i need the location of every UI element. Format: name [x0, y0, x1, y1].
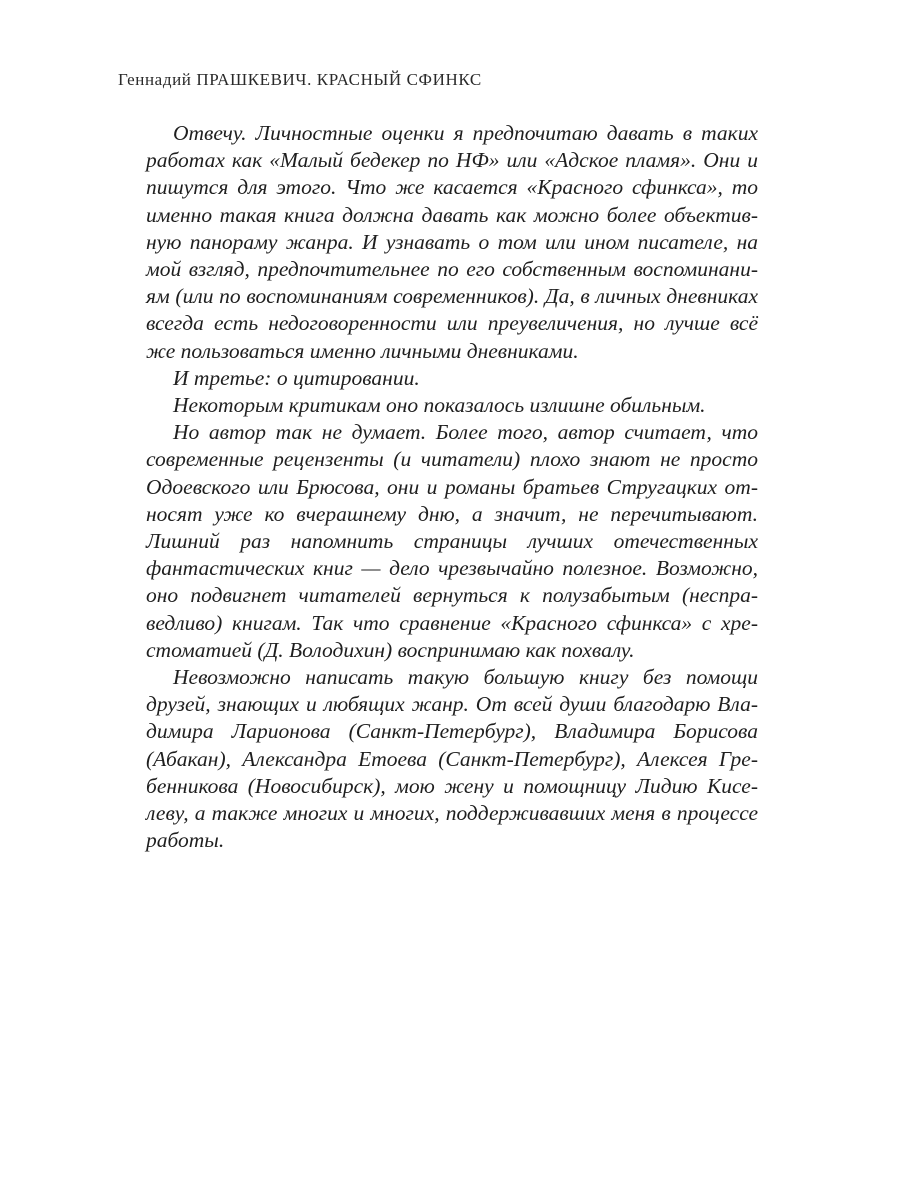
running-head-title: КРАСНЫЙ СФИНКС — [316, 70, 482, 89]
paragraph-critics: Некоторым критикам оно показалось излишне обильным. — [173, 393, 706, 418]
running-head-author: Геннадий ПРАШКЕВИЧ. — [118, 70, 312, 89]
paragraph-third: И третье: о цитировании. — [173, 365, 420, 390]
paragraph-opinions: Отвечу. Личностные оценки я предпочитаю давать в таких работах как «Малый бедекер по НФ» или «Адское пламя». Они и пишутся для этого. Что же касается «Красного сфинкса», то именно такая книга должна давать как можно более объективную панораму жанра. И узнавать о том или ином писателе, на мой взгляд, предпочтительнее по его собственным воспоминаниям (или по воспоминаниям современников). Да, в личных дневниках всегда есть недоговоренности или преувеличения, но лучше всё же пользоваться именно личными дневниками. — [146, 121, 758, 363]
body-text — [146, 120, 758, 854]
paragraph-citation: Но автор так не думает. Более того, автор считает, что современные рецензенты (и читатели) плохо знают не просто Одоевского или Брюсова, они и романы братьев Стругацких относят уже ко вчерашнему дню, а значит, не перечитывают. Лишний раз напомнить страницы лучших отечественных фантастических книг — дело чрезвычайно полезное. Возможно, оно подвигнет читателей вернуться к полузабытым (несправедливо) книгам. Так что сравнение «Красного сфинкса» с хрестоматией (Д. Володихин) воспринимаю как похвалу. — [146, 420, 758, 662]
paragraph-thanks: Невозможно написать такую большую книгу без помощи друзей, знающих и любящих жанр. От всей души благодарю Владимира Ларионова (Санкт-Петербург), Владимира Борисова (Абакан), Александра Етоева (Санкт-Петербург), Алексея Гребенникова (Новосибирск), мою жену и помощницу Лидию Киселеву, а также многих и многих, поддерживавших меня в процессе работы. — [146, 665, 758, 853]
running-head — [118, 70, 798, 90]
